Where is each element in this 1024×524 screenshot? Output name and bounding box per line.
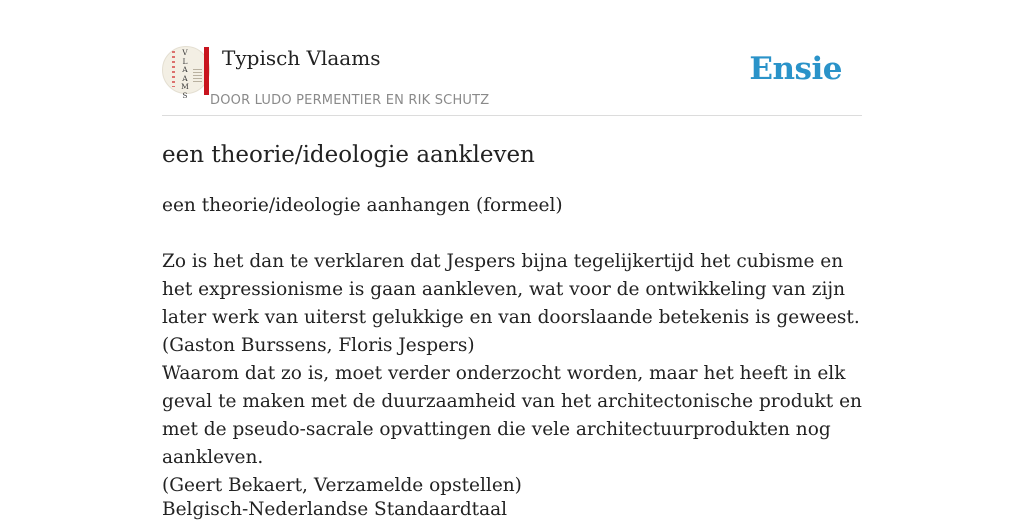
language-region: Belgisch-Nederlandse Standaardtaal xyxy=(162,499,508,520)
book-cover-letter: S xyxy=(182,90,188,100)
example-citation: (Gaston Burssens, Floris Jespers) xyxy=(162,335,475,356)
book-cover-lettering xyxy=(178,49,192,101)
source-authors: DOOR LUDO PERMENTIER EN RIK SCHUTZ xyxy=(210,93,490,108)
book-cover-letter: A xyxy=(182,73,188,83)
book-cover-letter: V xyxy=(182,48,188,57)
ensie-logo[interactable]: Ensie xyxy=(749,51,842,87)
header xyxy=(162,0,862,116)
book-cover-ornament xyxy=(172,51,175,87)
book-cover-letter: A xyxy=(182,65,188,75)
example-quote: Zo is het dan te verklaren dat Jespers bijna tegelijkertijd het cubisme en het expressionisme is gaan aankleven, wat voor de ontwikkeling van zijn later werk van uiterst gelukkige en van doorslaande betekenis is geweest. xyxy=(162,251,860,328)
entry-title: een theorie/ideologie aankleven xyxy=(162,142,535,168)
entry-card xyxy=(162,0,862,520)
entry-definition: een theorie/ideologie aanhangen (formeel) xyxy=(162,195,563,216)
book-cover-thumbnail[interactable] xyxy=(162,46,210,100)
source-title[interactable]: Typisch Vlaams xyxy=(222,46,381,70)
book-cover-letter: M xyxy=(181,82,189,92)
example-citation: (Geert Bekaert, Verzamelde opstellen) xyxy=(162,475,522,496)
book-cover-letter: L xyxy=(182,56,188,66)
example-quotes xyxy=(162,248,862,500)
book-cover-text-lines xyxy=(193,69,202,83)
book-cover-spine xyxy=(204,47,209,95)
example-quote: Waarom dat zo is, moet verder onderzocht worden, maar het heeft in elk geval te maken met de duurzaamheid van het architectonische produkt en met de pseudo-sacrale opvattingen die vele architectuurprodukten nog aankleven. xyxy=(162,363,862,468)
